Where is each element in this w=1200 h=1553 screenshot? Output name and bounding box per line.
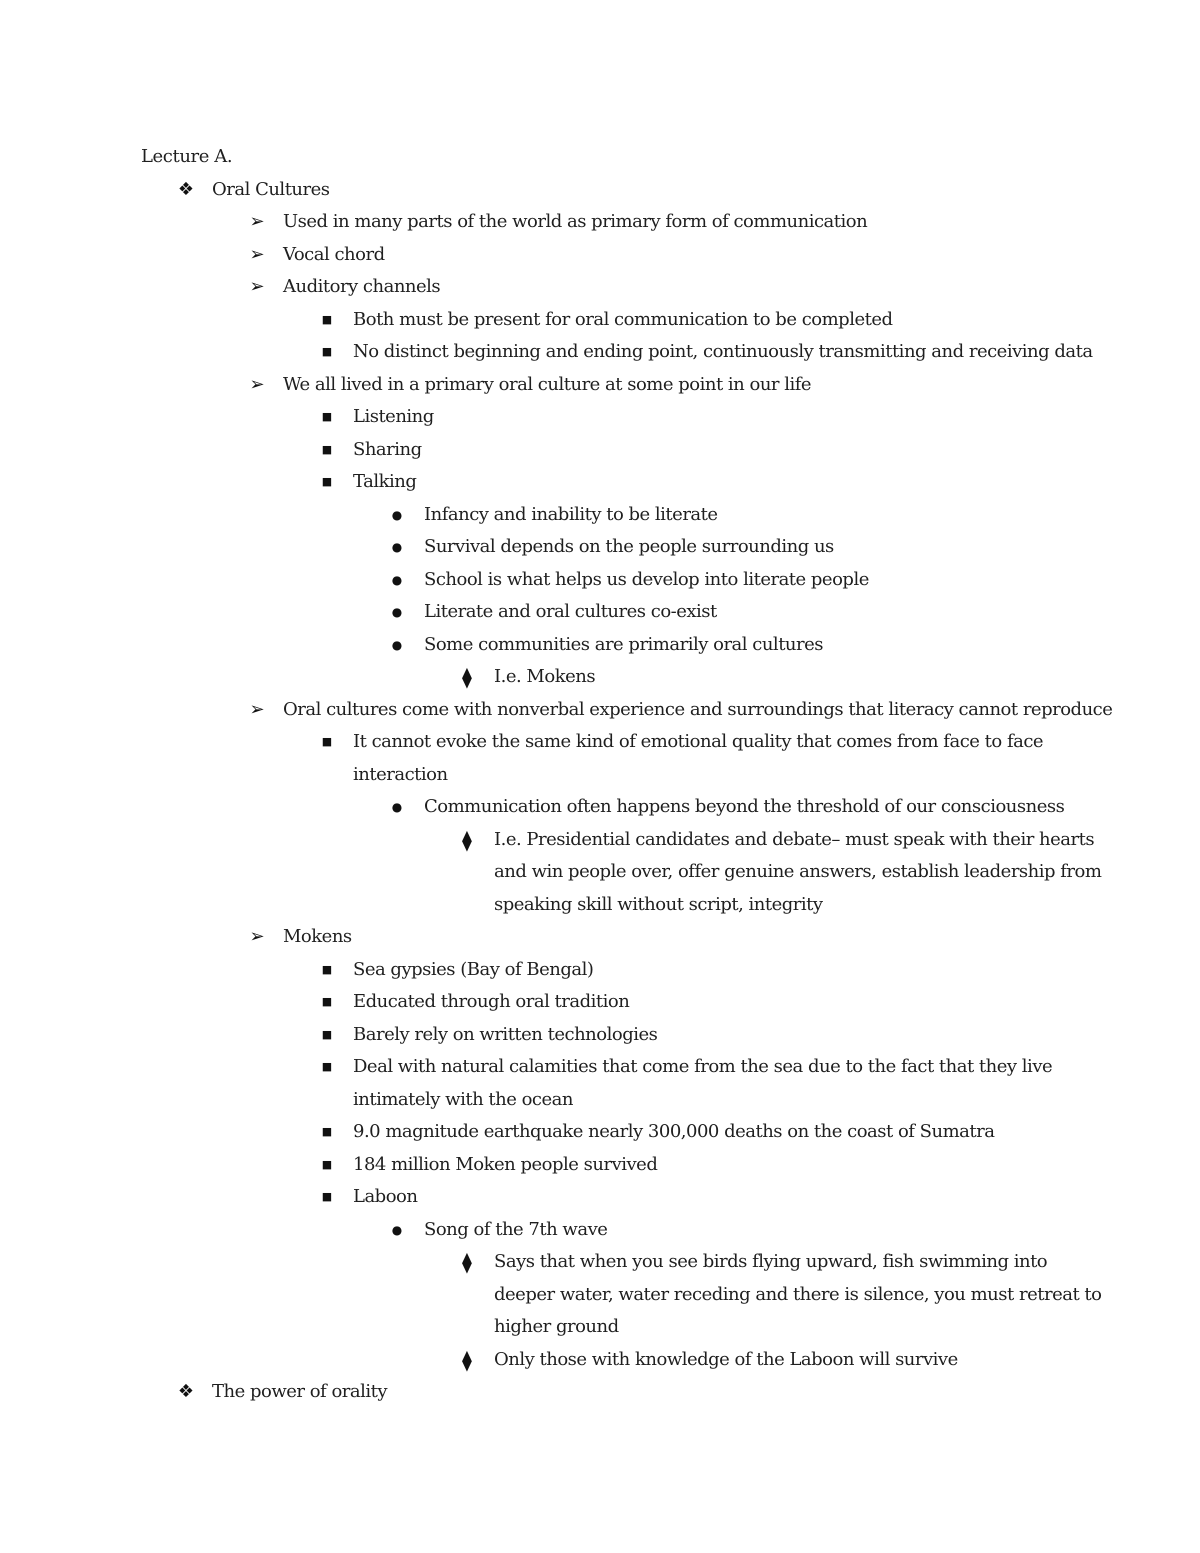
bullet-level-1-icon: ❖ xyxy=(177,178,195,200)
bullet-level-4-icon: ● xyxy=(391,572,403,587)
outline-item-level-3: 184 million Moken people survived xyxy=(353,1153,658,1175)
outline-item-level-3: 9.0 magnitude earthquake nearly 300,000 deaths on the coast of Sumatra xyxy=(353,1121,995,1142)
bullet-level-3-icon: ■ xyxy=(321,442,333,456)
outline-item-level-2: Oral cultures come with nonverbal experience and surroundings that literacy cannot reproduce xyxy=(283,698,1113,720)
outline-item-level-4: Infancy and inability to be literate xyxy=(424,503,718,525)
outline-item-level-3: Laboon xyxy=(353,1186,418,1207)
outline-item-level-2: Used in many parts of the world as primary form of communication xyxy=(283,211,868,232)
bullet-level-4-icon: ● xyxy=(391,540,403,554)
outline-item-level-3: No distinct beginning and ending point, continuously transmitting and receiving data xyxy=(353,341,1093,362)
bullet-level-5-icon: ⧫ xyxy=(462,827,472,852)
page-title: Lecture A. xyxy=(141,146,233,167)
outline-item-continuation: speaking skill without script, integrity xyxy=(494,893,823,915)
outline-item-level-1: The power of orality xyxy=(212,1381,388,1402)
bullet-level-2-icon: ➢ xyxy=(249,373,265,395)
outline-item-level-3: Sea gypsies (Bay of Bengal) xyxy=(353,958,594,980)
outline-item-level-2: Vocal chord xyxy=(283,243,385,265)
outline-item-level-4: Survival depends on the people surrounding us xyxy=(424,536,834,557)
bullet-level-4-icon: ● xyxy=(391,800,403,814)
outline-item-continuation: deeper water, water receding and there is silence, you must retreat to xyxy=(494,1283,1102,1305)
bullet-level-3-icon: ■ xyxy=(321,735,333,748)
outline-item-level-5: Only those with knowledge of the Laboon will survive xyxy=(494,1348,958,1370)
bullet-level-4-icon: ● xyxy=(391,605,403,619)
outline-item-level-2: Mokens xyxy=(283,926,352,947)
outline-item-level-3: Both must be present for oral communication to be completed xyxy=(353,308,893,330)
bullet-level-4-icon: ● xyxy=(391,507,403,522)
bullet-level-3-icon: ■ xyxy=(321,475,333,488)
outline-item-level-1: Oral Cultures xyxy=(212,178,330,200)
bullet-level-3-icon: ■ xyxy=(321,1157,333,1171)
outline-item-level-2: Auditory channels xyxy=(283,276,441,297)
outline-item-level-3: Barely rely on written technologies xyxy=(353,1023,658,1045)
outline-item-level-3: Sharing xyxy=(353,438,422,460)
bullet-level-2-icon: ➢ xyxy=(249,211,265,232)
bullet-level-3-icon: ■ xyxy=(321,1125,333,1138)
bullet-level-2-icon: ➢ xyxy=(249,276,265,297)
outline-item-level-4: Song of the 7th wave xyxy=(424,1218,608,1240)
outline-item-level-4: Literate and oral cultures co-exist xyxy=(424,601,717,622)
bullet-level-2-icon: ➢ xyxy=(249,243,265,265)
bullet-level-1-icon: ❖ xyxy=(177,1381,195,1402)
bullet-level-2-icon: ➢ xyxy=(249,926,265,947)
outline-item-level-4: School is what helps us develop into literate people xyxy=(424,568,869,590)
bullet-level-4-icon: ● xyxy=(391,1222,403,1237)
bullet-level-3-icon: ■ xyxy=(321,1027,333,1041)
outline-item-continuation: and win people over, offer genuine answers, establish leadership from xyxy=(494,861,1102,882)
bullet-level-3-icon: ■ xyxy=(321,312,333,326)
outline-item-continuation: interaction xyxy=(353,763,448,785)
bullet-level-4-icon: ● xyxy=(391,637,403,652)
outline-item-level-4: Some communities are primarily oral cultures xyxy=(424,633,824,655)
bullet-level-5-icon: ⧫ xyxy=(462,665,472,689)
outline-item-level-3: Listening xyxy=(353,406,434,427)
bullet-level-3-icon: ■ xyxy=(321,962,333,976)
outline-item-level-3: It cannot evoke the same kind of emotional quality that comes from face to face xyxy=(353,731,1044,752)
outline-item-level-5: I.e. Presidential candidates and debate– must speak with their hearts xyxy=(494,828,1095,850)
outline-item-level-5: I.e. Mokens xyxy=(494,666,596,687)
bullet-level-5-icon: ⧫ xyxy=(462,1250,472,1274)
outline-item-level-5: Says that when you see birds flying upward, fish swimming into xyxy=(494,1251,1048,1272)
bullet-level-5-icon: ⧫ xyxy=(462,1347,472,1372)
bullet-level-3-icon: ■ xyxy=(321,1060,333,1073)
outline-item-level-4: Communication often happens beyond the threshold of our consciousness xyxy=(424,796,1065,817)
outline-item-level-3: Talking xyxy=(353,471,417,492)
outline-item-level-3: Deal with natural calamities that come from the sea due to the fact that they live xyxy=(353,1056,1053,1077)
bullet-level-3-icon: ■ xyxy=(321,410,333,423)
outline-item-continuation: higher ground xyxy=(494,1316,619,1337)
bullet-level-2-icon: ➢ xyxy=(249,698,265,720)
bullet-level-3-icon: ■ xyxy=(321,995,333,1008)
bullet-level-3-icon: ■ xyxy=(321,345,333,358)
bullet-level-3-icon: ■ xyxy=(321,1190,333,1203)
outline-item-level-3: Educated through oral tradition xyxy=(353,991,630,1012)
outline-item-continuation: intimately with the ocean xyxy=(353,1088,573,1110)
outline-item-level-2: We all lived in a primary oral culture at some point in our life xyxy=(283,373,812,395)
